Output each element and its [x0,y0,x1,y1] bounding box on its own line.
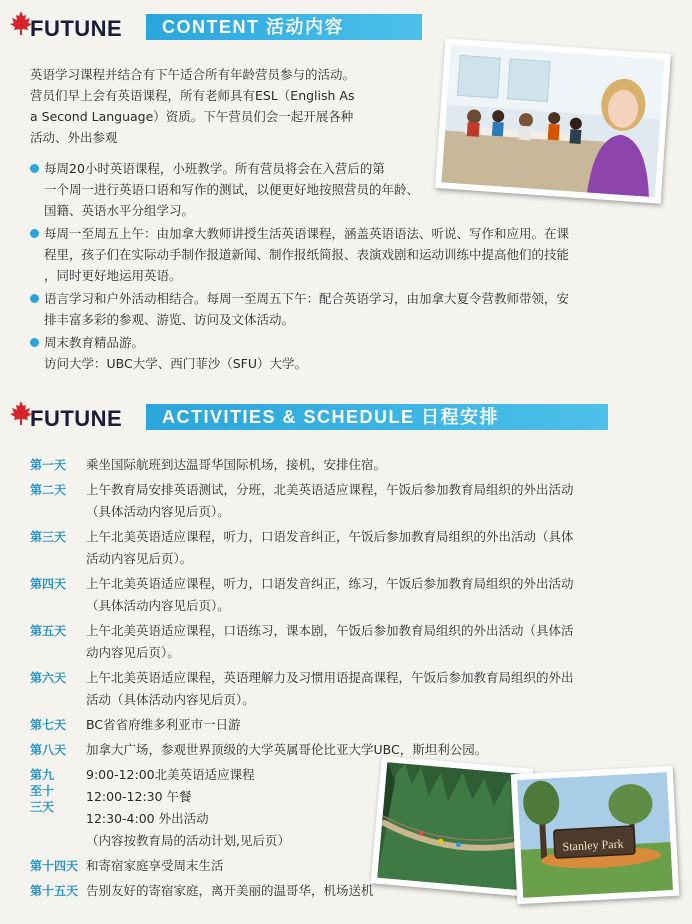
schedule-text: （具体活动内容见后页）。 [86,598,230,613]
bullet-dot-icon [30,294,39,303]
list-item [30,332,640,374]
intro-line: 英语学习课程并结合有下午适合所有年龄营员参与的活动。 [30,67,356,82]
schedule-section-header [8,400,618,432]
feature-list [30,158,640,376]
intro-line: 活动、外出参观 [30,130,118,145]
suspension-bridge-image [377,762,527,890]
day-label: 第七天 [30,718,67,732]
brand-name: FUTUNE [30,406,123,431]
schedule-text: 和寄宿家庭享受周末生活 [86,858,224,873]
schedule-text: 上午北美英语适应课程，口语练习，课本剧，午饭后参加教育局组织的外出活动（具体活 [86,623,574,638]
day-label: 第六天 [30,671,67,685]
day-label: 第三天 [30,530,67,544]
list-item-line: 一个周一进行英语口语和写作的测试，以便更好地按照营员的年龄、 [44,182,420,197]
schedule-row [30,479,660,523]
schedule-text: 告别友好的寄宿家庭，离开美丽的温哥华，机场送机 [86,883,374,898]
section-title: ACTIVITIES & SCHEDULE 日程安排 [146,404,608,430]
schedule-text: 加拿大广场，参观世界顶级的大学英属哥伦比亚大学UBC，斯坦利公园。 [86,742,488,757]
intro-line: a Second Language）资质。下午营员们会一起开展各种 [30,109,354,124]
list-item-line: 每周一至周五上午：由加拿大教师讲授生活英语课程，涵盖英语语法、听说、写作和应用。在课 [44,226,570,241]
schedule-text: 活动内容见后页）。 [86,551,193,566]
schedule-text: 活动（具体活动内容见后页）。 [86,692,255,707]
day-label: 第一天 [30,458,67,472]
day-label: 第十五天 [30,884,79,898]
schedule-text: 上午教育局安排英语测试，分班，北美英语适应课程，午饭后参加教育局组织的外出活动 [86,482,574,497]
bullet-dot-icon [30,164,39,173]
schedule-row [30,454,660,476]
schedule-text: （具体活动内容见后页）。 [86,504,230,519]
list-item-line: 语言学习和户外活动相结合。每周一至周五下午：配合英语学习，由加拿大夏令营教师带领，安 [44,291,570,306]
list-item [30,288,640,330]
brand-name: FUTUNE [30,16,123,41]
schedule-text: 9:00-12:00北美英语适应课程 [86,767,255,782]
schedule-row [30,620,660,664]
day-label: 第十四天 [30,859,79,873]
schedule-row [30,526,660,570]
schedule-row [30,573,660,617]
day-label: 第四天 [30,577,67,591]
schedule-text: 上午北美英语适应课程，英语理解力及习惯用语提高课程，午饭后参加教育局组织的外出 [86,670,574,685]
stanley-park-image [517,772,673,898]
schedule-text: 动内容见后页）。 [86,645,180,660]
suspension-bridge-photo [371,756,534,897]
list-item-line: 每周20小时英语课程，小班教学。所有营员将会在入营后的第 [44,161,385,176]
list-item-line: 访问大学：UBC大学、西门菲沙（SFU）大学。 [44,356,308,371]
intro-line: 营员们早上会有英语课程，所有老师具有ESL（English As [30,88,355,103]
schedule-text: （内容按教育局的活动计划,见后页） [86,833,290,848]
list-item-line: 国籍、英语水平分组学习。 [44,203,195,218]
schedule-text: 12:30-4:00 外出活动 [86,811,209,826]
park-sign-text: Stanley Park [562,836,624,854]
content-section-header [8,10,428,42]
schedule-row [30,739,660,761]
schedule-text: BC省省府维多利亚市一日游 [86,717,241,732]
list-item [30,158,640,221]
bullet-dot-icon [30,338,39,347]
intro-paragraph [30,64,430,148]
section-title: CONTENT 活动内容 [146,14,422,40]
bullet-dot-icon [30,229,39,238]
day-label: 第二天 [30,483,67,497]
list-item-line: 排丰富多彩的参观、游览、访问及文体活动。 [44,312,295,327]
schedule-text: 上午北美英语适应课程，听力，口语发音纠正，午饭后参加教育局组织的外出活动（具体 [86,529,574,544]
day-label: 第五天 [30,624,67,638]
list-item-line: 周末教育精品游。 [44,335,145,350]
schedule-text: 上午北美英语适应课程，听力，口语发音纠正，练习，午饭后参加教育局组织的外出活动 [86,576,574,591]
schedule-text: 乘坐国际航班到达温哥华国际机场，接机，安排住宿。 [86,457,387,472]
schedule-text: 12:00-12:30 午餐 [86,789,192,804]
list-item-line: ，同时更好地运用英语。 [44,268,182,283]
schedule-row [30,667,660,711]
list-item [30,223,640,286]
list-item-line: 程里，孩子们在实际动手制作报道新闻、制作报纸简报、表演戏剧和运动训练中提高他们的技能 [44,247,570,262]
schedule-row [30,714,660,736]
day-label: 第八天 [30,743,67,757]
day-label: 第九至十三天 [30,768,55,814]
stanley-park-photo [511,766,680,904]
